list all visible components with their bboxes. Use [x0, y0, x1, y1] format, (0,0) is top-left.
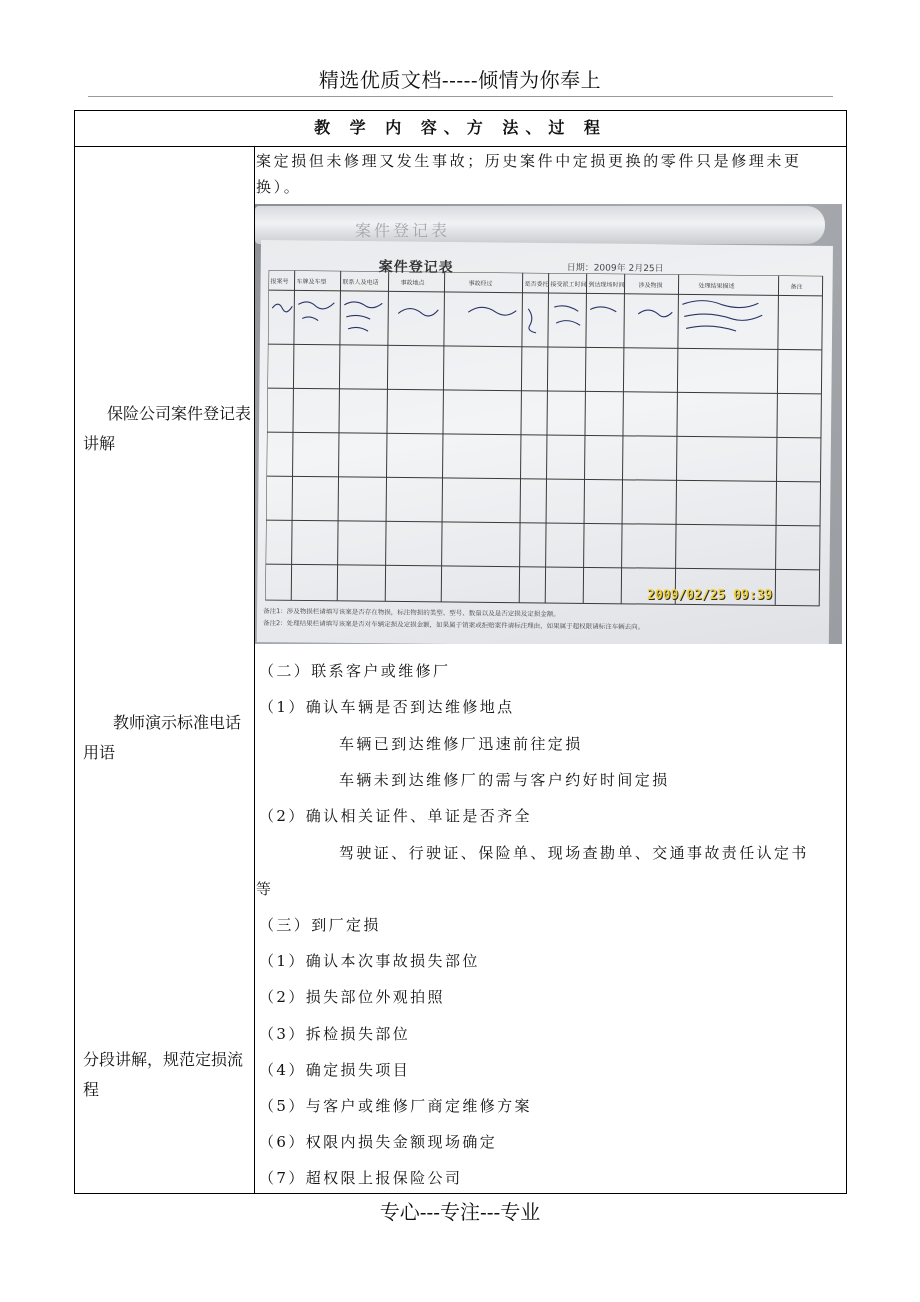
s3-item-3: （3）拆检损失部位 [259, 1025, 411, 1043]
form-title: 案件登记表 [378, 259, 454, 277]
handwriting-marks [272, 296, 762, 335]
s2-item-2a-cont: 等 [256, 880, 274, 898]
register-intro-text: 案定损但未修理又发生事故；历史案件中定损更换的零件只是修理未更换）。 [256, 152, 802, 196]
page-footer: 专心---专注---专业 [379, 1200, 541, 1224]
s3-item-6: （6）权限内损失金额现场确定 [259, 1133, 498, 1151]
roll-text: 案件登记表 [355, 221, 451, 240]
s3-item-7: （7）超权限上报保险公司 [259, 1169, 463, 1187]
row-label-loss-process: 分段讲解，规范定损流程 [83, 1050, 244, 1099]
register-form-photo [255, 204, 842, 644]
s2-item-1: （1）确认车辆是否到达维修地点 [259, 698, 515, 716]
col-header-4: 事故经过 [468, 280, 493, 288]
s2-item-1b: 车辆未到达维修厂的需与客户约好时间定损 [339, 771, 670, 789]
col-header-0: 报案号 [270, 278, 289, 286]
col-header-5: 是否委托 [524, 280, 549, 289]
row-label-phone-script: 教师演示标准电话用语 [83, 713, 242, 762]
col-header-9: 处理结果描述 [698, 282, 735, 290]
page-header: 精选优质文档-----倾情为你奉上 [318, 68, 602, 92]
table-title: 教 学 内 容、方 法、过 程 [75, 111, 846, 147]
s3-item-1: （1）确认本次事故损失部位 [259, 952, 480, 970]
s3-item-4: （4）确定损失项目 [259, 1061, 411, 1079]
s3-item-2: （2）损失部位外观拍照 [259, 988, 445, 1006]
section3-title: （三）到厂定损 [259, 916, 381, 934]
s2-item-2: （2）确认相关证件、单证是否齐全 [259, 807, 532, 825]
photo-note-2: 备注2：处理结果栏请填写该案是否对车辆定损及定损金额，如果属于销案或拒赔案件请标注理由，如果属于超权限请标注车辆去向。 [262, 619, 645, 632]
col-header-6: 接受派工时间 [550, 281, 587, 289]
photo-timestamp: 2009/02/25 09:39 [647, 588, 773, 603]
form-date: 日期：2009年 2月25日 [566, 263, 664, 275]
lesson-table [74, 110, 847, 1194]
s2-item-1a: 车辆已到达维修厂迅速前往定损 [339, 735, 583, 753]
col-header-7: 到达现场时间 [588, 281, 625, 289]
col-header-8: 涉及物损 [638, 281, 663, 290]
register-grid [265, 270, 824, 608]
col-header-3: 事故地点 [400, 279, 425, 287]
col-header-2: 联系人及电话 [342, 278, 379, 287]
register-sheet [257, 240, 833, 644]
section2-title: （二）联系客户或维修厂 [259, 662, 451, 680]
photo-note-1: 备注1：涉及物损栏请填写该案是否存在物损，标注物损的类型、型号、数量以及是否定损及定损金额。 [263, 607, 560, 619]
row-label-register-form: 保险公司案件登记表讲解 [83, 404, 252, 453]
header-rule [88, 96, 833, 97]
col-header-10: 备注 [790, 283, 803, 291]
s2-item-2a: 驾驶证、行驶证、保险单、现场查勘单、交通事故责任认定书 [339, 844, 809, 862]
s3-item-5: （5）与客户或维修厂商定维修方案 [259, 1097, 532, 1115]
rolled-paper [255, 206, 825, 244]
col-header-1: 车牌及车型 [296, 278, 327, 286]
